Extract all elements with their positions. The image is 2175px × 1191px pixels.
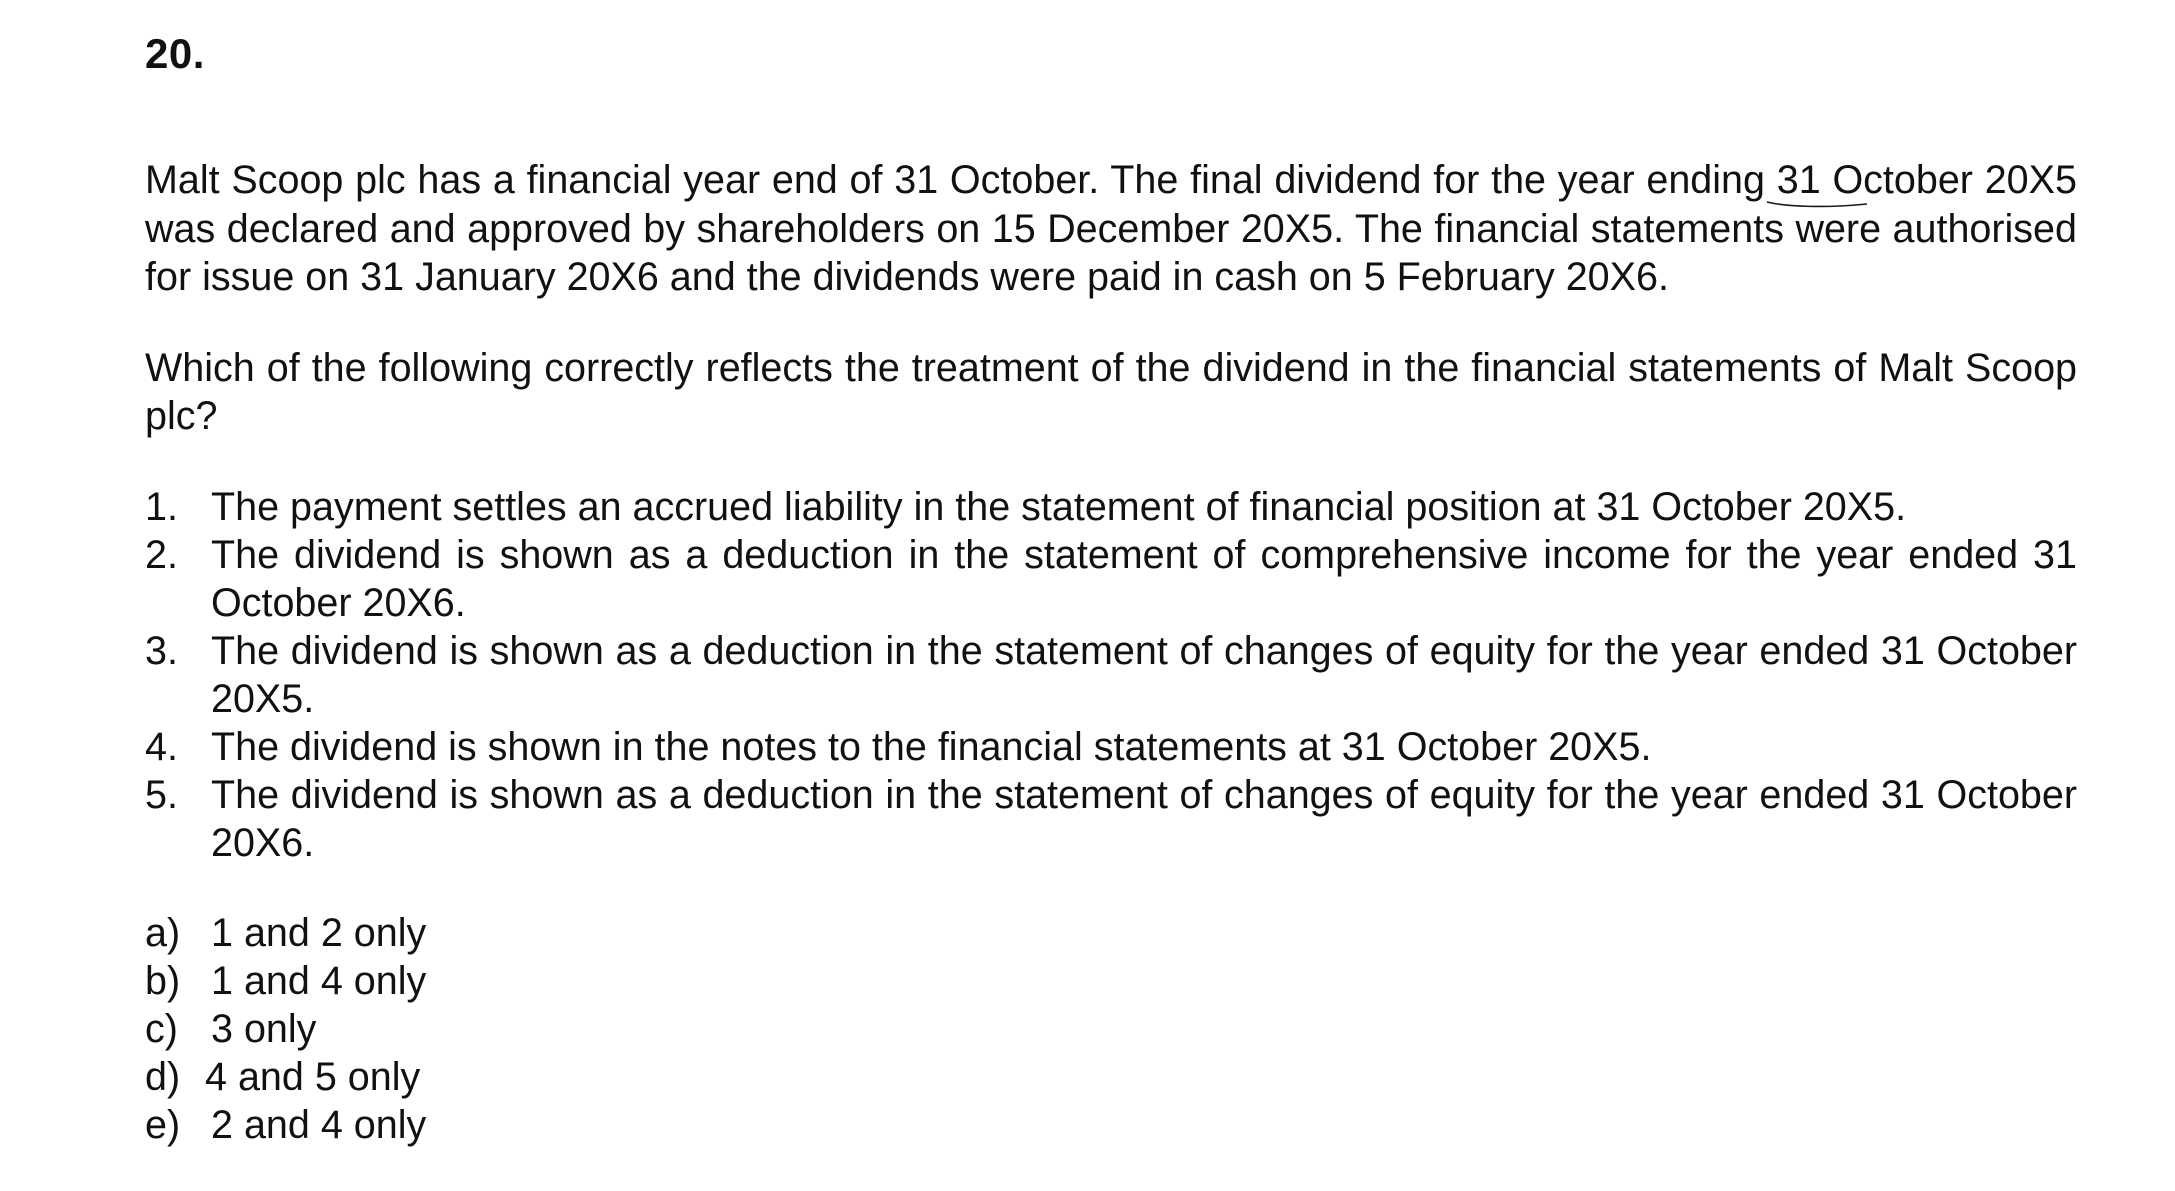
statement-item xyxy=(145,771,2077,867)
answer-options xyxy=(145,909,2077,1149)
option-text: 3 only xyxy=(211,1006,317,1051)
option-text: 1 and 4 only xyxy=(211,958,427,1003)
statement-number: 3. xyxy=(145,628,178,673)
option-text: 2 and 4 only xyxy=(211,1102,427,1147)
intro-text-start: Malt Scoop plc has a financial year end of 31 October. The final dividend for the year ending xyxy=(145,158,1765,202)
statement-text: The dividend is shown as a deduction in the statement of changes of equity for the year ended 31 October 20X6. xyxy=(211,772,2077,865)
answer-option-c[interactable] xyxy=(145,1005,2077,1053)
statement-number: 1. xyxy=(145,484,178,529)
answer-option-d[interactable] xyxy=(145,1053,2077,1101)
answer-option-e[interactable] xyxy=(145,1101,2077,1149)
option-letter: a) xyxy=(145,910,181,955)
option-letter: c) xyxy=(145,1006,178,1051)
intro-text-end: 20X5 was declared and approved by shareholders on 15 December 20X5. The financial statements were authorised for issue on 31 January 20X6 and the dividends were paid in cash on 5 February 20X6. xyxy=(145,158,2077,299)
statement-number: 5. xyxy=(145,772,178,817)
statement-text: The dividend is shown in the notes to the financial statements at 31 October 20X5. xyxy=(211,724,1652,769)
answer-option-a[interactable] xyxy=(145,909,2077,957)
pen-stroke-icon xyxy=(1767,200,1867,210)
statement-text: The payment settles an accrued liability in the statement of financial position at 31 October 20X5. xyxy=(211,484,1907,529)
statement-list xyxy=(145,483,2077,867)
intro-text-marked: 31 October xyxy=(1764,158,1973,202)
statement-number: 2. xyxy=(145,532,178,577)
option-letter: d) xyxy=(145,1054,181,1099)
statement-number: 4. xyxy=(145,724,178,769)
statement-item xyxy=(145,483,2077,531)
statement-item xyxy=(145,531,2077,627)
option-letter: e) xyxy=(145,1102,181,1147)
option-text: 1 and 2 only xyxy=(211,910,427,955)
statement-text: The dividend is shown as a deduction in the statement of comprehensive income for the year ended 31 October 20X6. xyxy=(211,532,2077,625)
statement-item xyxy=(145,627,2077,723)
option-text: 4 and 5 only xyxy=(205,1054,421,1099)
question-page xyxy=(145,30,2077,1149)
question-number: 20. xyxy=(145,30,205,77)
answer-option-b[interactable] xyxy=(145,957,2077,1005)
option-letter: b) xyxy=(145,958,181,1003)
handwritten-underline-mark xyxy=(1765,158,1973,202)
statement-item xyxy=(145,723,2077,771)
statement-text: The dividend is shown as a deduction in the statement of changes of equity for the year ended 31 October 20X5. xyxy=(211,628,2077,721)
question-intro xyxy=(145,156,2077,302)
question-prompt: Which of the following correctly reflects the treatment of the dividend in the financial statements of Malt Scoop plc? xyxy=(145,345,2077,438)
